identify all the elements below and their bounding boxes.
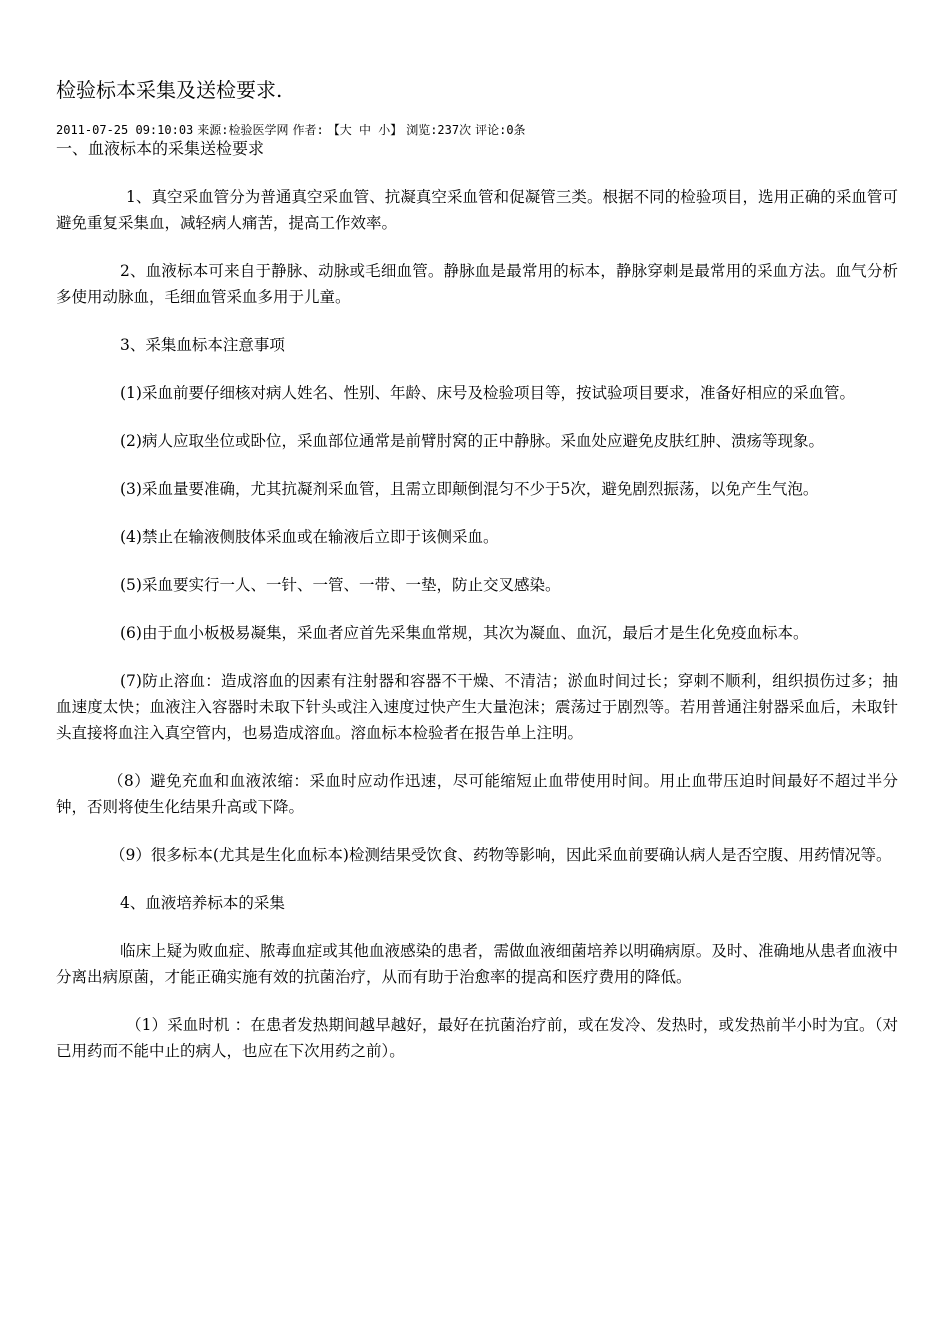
paragraph-5: (2)病人应取坐位或卧位，采血部位通常是前臂肘窝的正中静脉。采血处应避免皮肤红肿、溃疡等现象。 [120,432,824,450]
paragraph-13: 4、血液培养标本的采集 [120,894,285,912]
paragraph-10: (7)防止溶血：造成溶血的因素有注射器和容器不干燥、不清洁；淤血时间过长；穿刺不顺利，组织损伤过多；抽血速度太快；血液注入容器时未取下针头或注入速度过快产生大量泡沫；震荡过于剧烈等。若用普通注射器采血后，未取针头直接将血注入真空管内，也易造成溶血。溶血标本检验者在报告单上注明。 [56,672,898,742]
paragraph-7: (4)禁止在输液侧肢体采血或在输液后立即于该侧采血。 [120,528,499,546]
paragraph-2: 2、血液标本可来自于静脉、动脉或毛细血管。静脉血是最常用的标本，静脉穿刺是最常用的采血方法。血气分析多使用动脉血，毛细血管采血多用于儿童。 [56,262,898,306]
paragraph-12: （9）很多标本(尤其是生化血标本)检测结果受饮食、药物等影响，因此采血前要确认病人是否空腹、用药情况等。 [110,846,892,864]
meta-comments: 评论:0条 [475,123,526,137]
meta-author: 作者: [292,123,324,137]
paragraph-4: (1)采血前要仔细核对病人姓名、性别、年龄、床号及检验项目等，按试验项目要求，准备好相应的采血管。 [120,384,855,402]
document-title: 检验标本采集及送检要求. [56,78,283,102]
meta-font-size-switch[interactable]: 【大 中 小】 [327,123,403,137]
meta-source: 来源:检验医学网 [197,123,289,137]
paragraph-1: 1、真空采血管分为普通真空采血管、抗凝真空采血管和促凝管三类。根据不同的检验项目，选用正确的采血管可避免重复采集血，减轻病人痛苦，提高工作效率。 [56,188,898,232]
section-heading-blood: 一、血液标本的采集送检要求 [56,139,265,158]
document-page [56,76,898,1064]
meta-datetime: 2011-07-25 09:10:03 [56,123,194,137]
paragraph-15: （1）采血时机 ：在患者发热期间越早越好，最好在抗菌治疗前，或在发冷、发热时，或发热前半小时为宜。（对已用药而不能中止的病人，也应在下次用药之前）。 [56,1016,898,1060]
paragraph-3: 3、采集血标本注意事项 [120,336,285,354]
paragraph-9: (6)由于血小板极易凝集，采血者应首先采集血常规，其次为凝血、血沉，最后才是生化免疫血标本。 [120,624,809,642]
paragraph-6: (3)采血量要准确，尤其抗凝剂采血管，且需立即颠倒混匀不少于5次，避免剧烈振荡，以免产生气泡。 [120,480,819,498]
meta-views: 浏览:237次 [406,123,472,137]
paragraph-11: （8）避免充血和血液浓缩：采血时应动作迅速，尽可能缩短止血带使用时间。用止血带压迫时间最好不超过半分钟，否则将使生化结果升高或下降。 [56,772,898,816]
paragraph-14: 临床上疑为败血症、脓毒血症或其他血液感染的患者，需做血液细菌培养以明确病原。及时、准确地从患者血液中分离出病原菌，才能正确实施有效的抗菌治疗，从而有助于治愈率的提高和医疗费用的降低。 [56,942,898,986]
paragraph-8: (5)采血要实行一人、一针、一管、一带、一垫，防止交叉感染。 [120,576,561,594]
article-meta [56,122,898,138]
